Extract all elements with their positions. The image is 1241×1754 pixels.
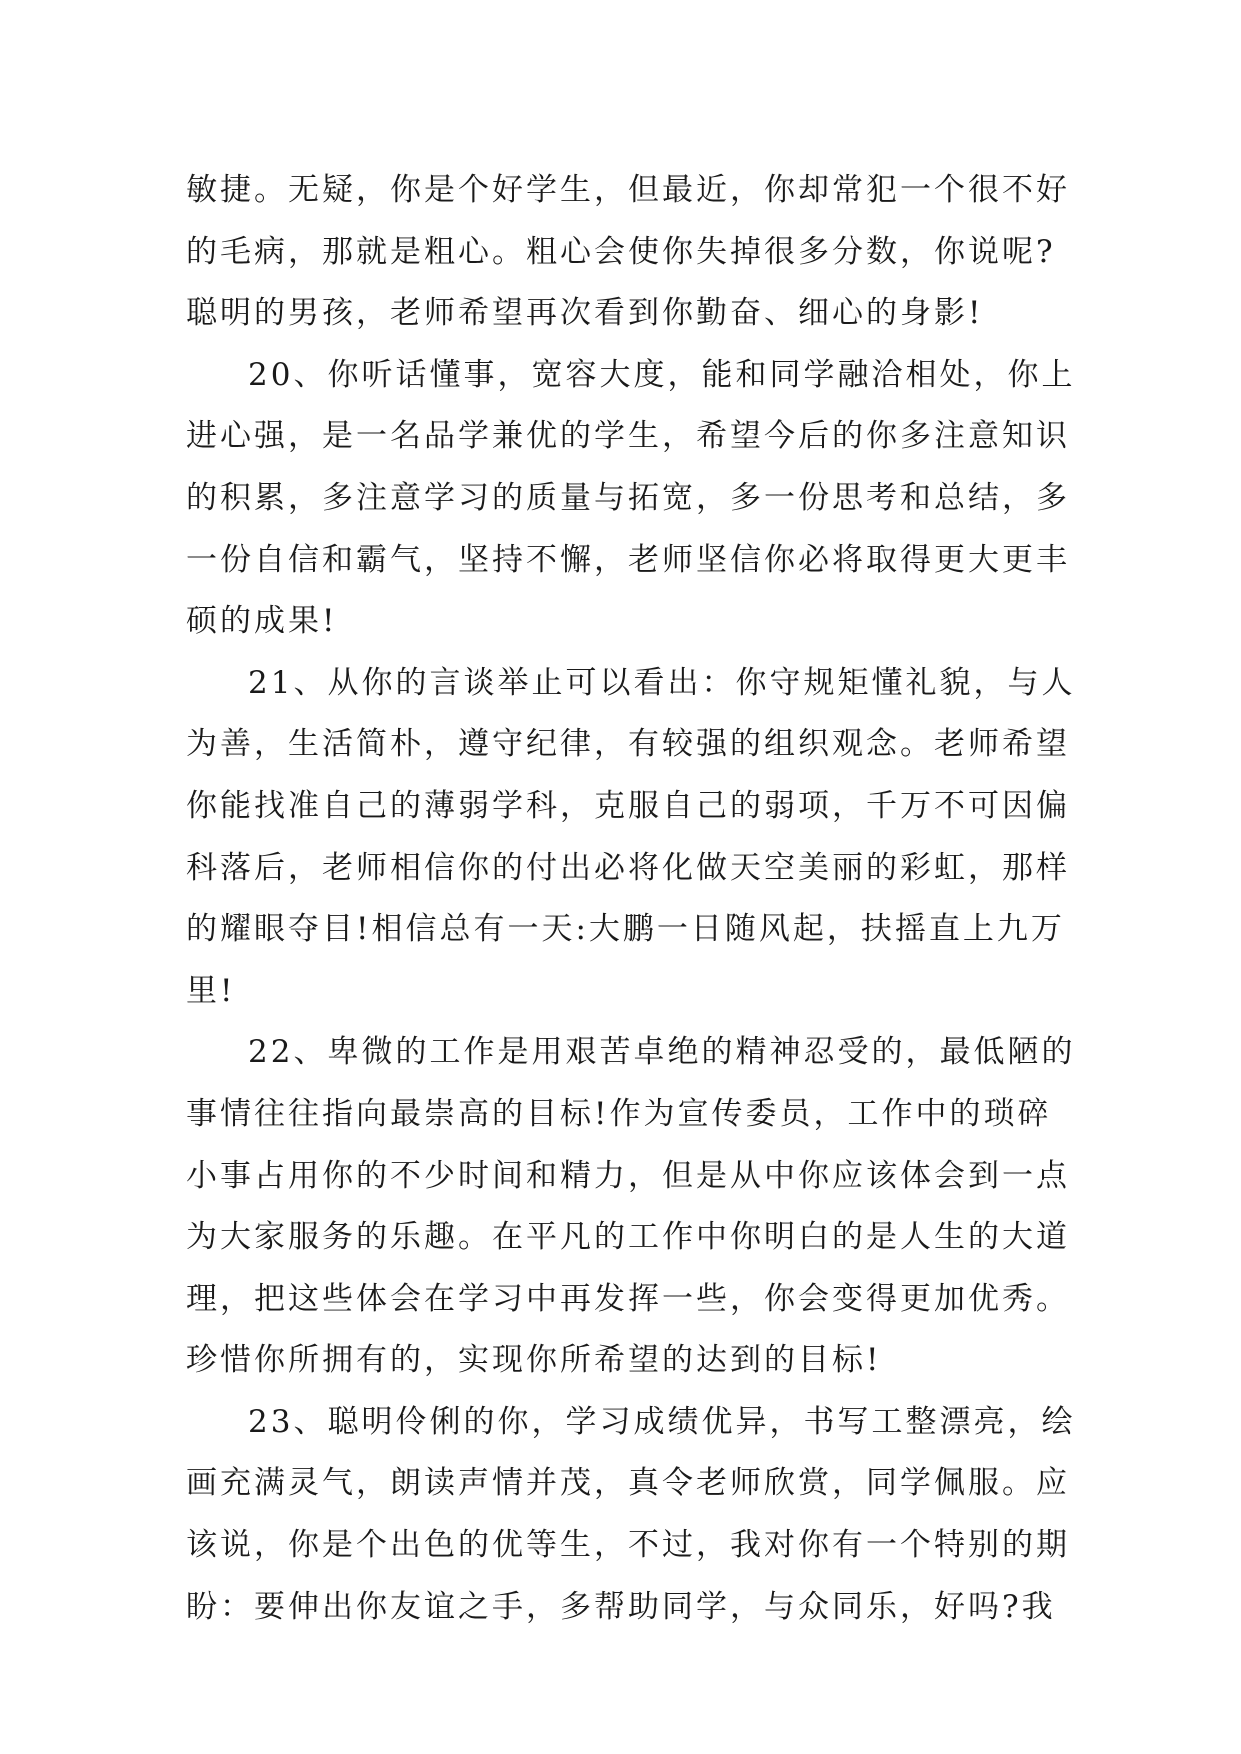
text-line: 为善，生活简朴，遵守纪律，有较强的组织观念。老师希望 <box>186 726 1070 763</box>
text-line: 的积累，多注意学习的质量与拓宽，多一份思考和总结，多 <box>186 479 1070 516</box>
document-body <box>186 160 1086 1638</box>
paragraph-start-line: 21、从你的言谈举止可以看出：你守规矩懂礼貌，与人 <box>248 664 1076 701</box>
text-line: 敏捷。无疑，你是个好学生，但最近，你却常犯一个很不好 <box>186 172 1070 208</box>
text-line: 为大家服务的乐趣。在平凡的工作中你明白的是人生的大道 <box>186 1219 1070 1256</box>
paragraph-start-line: 23、聪明伶俐的你，学习成绩优异，书写工整漂亮，绘 <box>248 1403 1076 1440</box>
text-line: 的毛病，那就是粗心。粗心会使你失掉很多分数，你说呢? <box>186 233 1056 270</box>
text-line: 里! <box>186 972 236 1009</box>
text-line: 你能找准自己的薄弱学科，克服自己的弱项，千万不可因偏 <box>186 787 1070 824</box>
text-line: 珍惜你所拥有的，实现你所希望的达到的目标! <box>186 1342 882 1379</box>
text-line: 一份自信和霸气，坚持不懈，老师坚信你必将取得更大更丰 <box>186 541 1070 578</box>
text-line: 事情往往指向最崇高的目标!作为宣传委员，工作中的琐碎 <box>186 1095 1052 1132</box>
text-line: 盼：要伸出你友谊之手，多帮助同学，与众同乐，好吗?我 <box>186 1588 1056 1625</box>
text-line: 进心强，是一名品学兼优的学生，希望今后的你多注意知识 <box>186 418 1070 455</box>
text-line: 聪明的男孩，老师希望再次看到你勤奋、细心的身影! <box>186 295 984 332</box>
paragraph-start-line: 20、你听话懂事，宽容大度，能和同学融洽相处，你上 <box>248 356 1076 393</box>
paragraph-start-line: 22、卑微的工作是用艰苦卓绝的精神忍受的，最低陋的 <box>248 1034 1076 1071</box>
text-line: 画充满灵气，朗读声情并茂，真令老师欣赏，同学佩服。应 <box>186 1465 1070 1502</box>
text-line: 硕的成果! <box>186 603 338 640</box>
text-line: 该说，你是个出色的优等生，不过，我对你有一个特别的期 <box>186 1527 1070 1564</box>
text-line: 理，把这些体会在学习中再发挥一些，你会变得更加优秀。 <box>186 1280 1070 1317</box>
text-line: 小事占用你的不少时间和精力，但是从中你应该体会到一点 <box>186 1157 1070 1194</box>
text-line: 科落后，老师相信你的付出必将化做天空美丽的彩虹，那样 <box>186 849 1070 886</box>
text-line: 的耀眼夺目!相信总有一天:大鹏一日随风起，扶摇直上九万 <box>186 911 1065 948</box>
